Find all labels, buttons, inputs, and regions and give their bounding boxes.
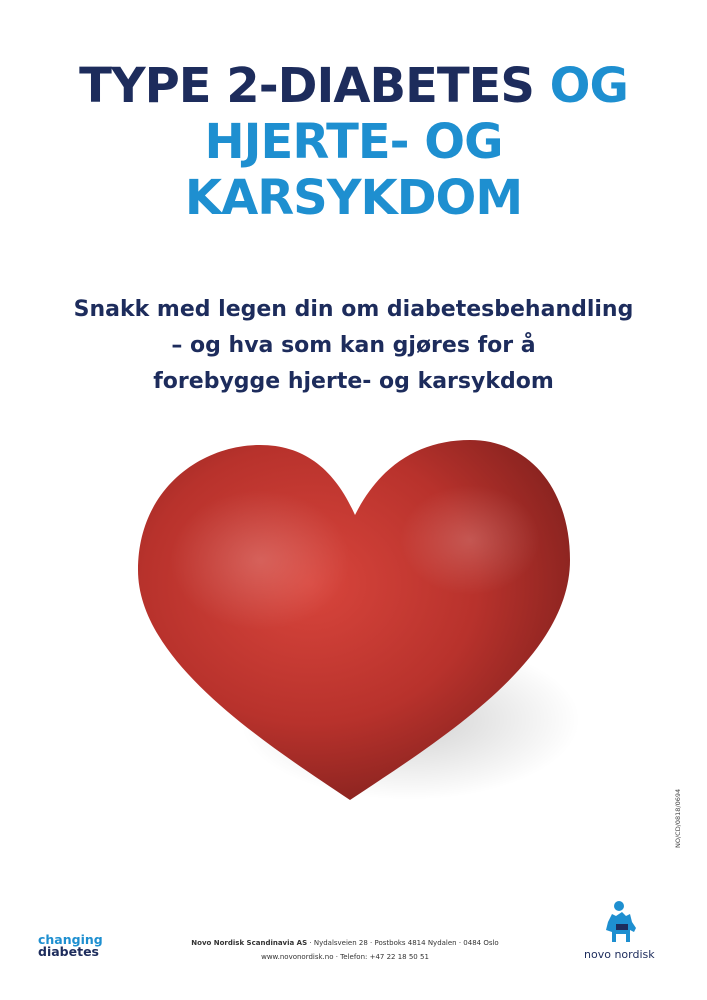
subheading-line-3: forebygge hjerte- og karsykdom (153, 369, 554, 394)
footer-address: · Nydalsveien 28 · Postboks 4814 Nydalen · 0484 Oslo (307, 939, 499, 947)
changing-diabetes-logo (38, 934, 103, 958)
document-code: NO/CD/0818/0694 (674, 788, 682, 848)
subheading-line-2: – og hva som kan gjøres for å (171, 333, 536, 358)
headline-line-1 (0, 58, 707, 114)
headline-line-3: KARSYKDOM (184, 170, 523, 226)
poster-subheading (0, 292, 707, 400)
heart-image (110, 420, 610, 820)
footer-company-info (150, 936, 540, 964)
changing-diabetes-line-2: diabetes (38, 944, 99, 959)
poster-headline (0, 58, 707, 226)
novo-nordisk-wordmark: novo nordisk (584, 948, 655, 961)
headline-blue-text: OG (549, 58, 628, 114)
subheading-line-1: Snakk med legen din om diabetesbehandling (73, 297, 634, 322)
heart-icon (110, 420, 610, 820)
footer-contact-line: www.novonordisk.no · Telefon: +47 22 18 50 51 (261, 953, 429, 961)
footer-company-name: Novo Nordisk Scandinavia AS (191, 939, 308, 947)
changing-diabetes-line-1: changing (38, 932, 103, 947)
headline-line-2: HJERTE- OG (204, 114, 503, 170)
footer-address-line (150, 936, 540, 950)
headline-dark-text: TYPE 2-DIABETES (79, 58, 550, 114)
